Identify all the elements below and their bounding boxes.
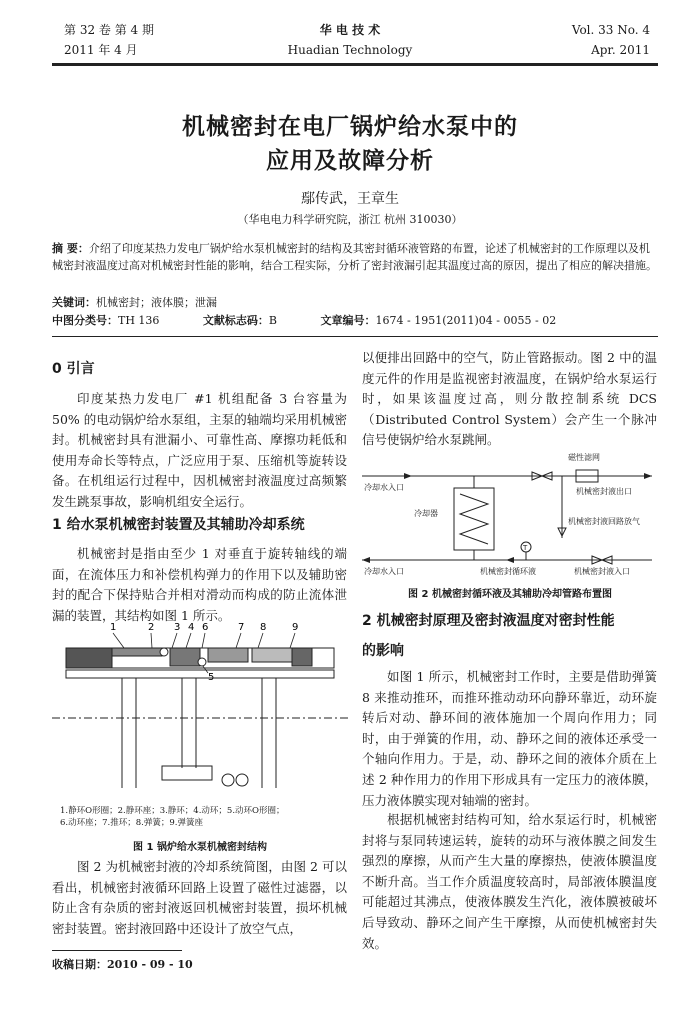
static-ring: [112, 648, 162, 656]
section-1-paragraph: 机械密封是指由至少 1 对垂直于旋转轴线的端面，在流体压力和补偿机构弹力的作用下以及辅助密封的配合下保持贴合并相对滑动而构成的防止流体泄漏的装置，其结构如图 1 所示。: [52, 546, 347, 623]
fig2-filter-label: 磁性滤网: [568, 453, 600, 462]
classification-line: [52, 312, 658, 329]
section-1-paragraph-2: 图 2 为机械密封液的冷却系统简图，由图 2 可以看出，机械密封液循环回路上设置了磁性过滤器，以防止含有杂质的密封液返回机械密封装置，损坏机械密封装置。密封液回路中还设计了放空气点，: [52, 859, 347, 936]
figure-1-caption: 图 1 锅炉给水泵机械密封结构: [133, 842, 267, 853]
fig1-label-5: 5: [208, 672, 215, 683]
figure-2-cooling-diagram: [362, 448, 658, 578]
fig1-label-8: 8: [260, 622, 267, 633]
o-ring-5: [198, 658, 206, 666]
section-2-heading-line2: 的影响: [362, 643, 404, 659]
fig2-seal-out-label: 机械密封液出口: [576, 487, 632, 496]
affiliation: （华电电力科学研究院，浙江 杭州 310030）: [237, 213, 463, 226]
header-date-en: Apr. 2011: [591, 43, 650, 57]
doc-code-value: B: [268, 314, 278, 327]
section-2-paragraph-2: 根据机械密封结构可知，给水泵运行时，机械密封将与泵同转速运转，旋转的动环与液体膜之间发生强烈的摩擦，从而产生大量的摩擦热，使液体膜温度不断升高。当工作介质温度较高时，局部液体膜温度可能超过其沸点，使液体膜发生汽化，液体膜被破坏后导致动、静环之间产生干摩擦，从而使机械密封失效。: [362, 812, 657, 951]
fig2-cool-out-label: 冷却水入口: [364, 567, 404, 576]
figure-1-seal-structure: [52, 618, 348, 803]
fig2-cool-in-label: 冷却水入口: [364, 483, 404, 492]
authors: 鄢传武，王章生: [301, 191, 399, 207]
fig2-cooler-label: 冷却器: [414, 509, 438, 518]
header-journal-en: Huadian Technology: [287, 43, 413, 57]
section-1-heading: 1 给水泵机械密封装置及其辅助冷却系统: [52, 517, 305, 533]
fig1-label-4: 4: [188, 622, 195, 633]
abstract-rule: [52, 336, 658, 337]
fig2-seal-in-label: 机械密封液入口: [574, 567, 630, 576]
abstract: [52, 240, 658, 274]
fig2-temp-label: T: [523, 544, 528, 552]
keywords-text: 机械密封；液体膜；泄漏: [96, 296, 217, 309]
figure-1-legend-line1: 1.静环O形圈；2.静环座；3.静环；4.动环；5.动环O形圈；: [60, 806, 285, 816]
section-0-heading: 0 引言: [52, 361, 95, 377]
abstract-label: 摘 要：: [52, 242, 89, 255]
fig1-label-3: 3: [174, 622, 181, 633]
static-ring-seat: [66, 648, 112, 668]
spring: [252, 648, 292, 662]
figure-2-labels: [364, 452, 640, 576]
section-2-heading-line1: 2 机械密封原理及密封液温度对密封性能: [362, 613, 615, 629]
doc-code-label: 文献标志码：: [202, 314, 269, 327]
article-number-label: 文章编号：: [320, 314, 376, 327]
spring-seat: [292, 648, 312, 666]
right-continuation-paragraph: 以便排出回路中的空气，防止管路振动。图 2 中的温度元件的作用是监视密封液温度，在锅炉给水泵运行时，如果该温度过高，则分散控制系统 DCS（Distributed Control System）会产生一个脉冲信号使锅炉给水泵跳闸。: [362, 350, 657, 448]
paper-title-line1: 机械密封在电厂锅炉给水泵中的: [182, 114, 518, 140]
header-volume-en: Vol. 33 No. 4: [571, 23, 650, 37]
figure-1-drawing: [52, 648, 348, 788]
fig1-label-9: 9: [292, 622, 299, 633]
fig1-label-2: 2: [148, 622, 155, 633]
keywords-label: 关键词：: [52, 296, 96, 309]
footnote-rule: [52, 950, 182, 951]
o-ring-1: [160, 648, 168, 656]
received-date: 收稿日期：2010 - 09 - 10: [52, 958, 193, 971]
abstract-text: 介绍了印度某热力发电厂锅炉给水泵机械密封的结构及其密封循环液管路的布置，论述了机械密封的工作原理以及机械密封液温度过高对机械密封性能的影响，结合工程实际，分析了密封液漏引起其温度过高的原因，提出了相应的解决措施。: [52, 242, 657, 272]
article-number-value: 1674 - 1951(2011)04 - 0055 - 02: [375, 314, 557, 327]
clc-value: TH 136: [118, 314, 160, 327]
header-journal-cn: 华 电 技 术: [319, 23, 381, 37]
fig2-vent-label: 机械密封液回路放气: [568, 517, 640, 526]
push-ring: [208, 648, 248, 662]
fig1-label-1: 1: [110, 622, 117, 633]
figure-1-legend-line2: 6.动环座；7.推环；8.弹簧；9.弹簧座: [60, 818, 203, 828]
figure-2-caption: 图 2 机械密封循环液及其辅助冷却管路布置图: [408, 589, 612, 600]
keywords: [52, 294, 658, 311]
fig2-loop-label: 机械密封循环液: [480, 567, 536, 576]
header-date-cn: 2011 年 4 月: [64, 43, 138, 57]
paper-title-line2: 应用及故障分析: [266, 148, 434, 174]
clc-label: 中图分类号：: [52, 314, 118, 327]
header-volume-cn: 第 32 卷 第 4 期: [64, 23, 154, 37]
header-rule: [52, 63, 658, 66]
intro-paragraph: 印度某热力发电厂 #1 机组配备 3 台容量为 50% 的电动锅炉给水泵组，主泵的轴端均采用机械密封。机械密封具有泄漏小、可靠性高、摩擦功耗低和使用寿命长等特点，广泛应用于泵、压缩机等旋转设备。在机组运行过程中，因机械密封液温度过高频繁发生跳泵事故，影响机组安全运行。: [52, 391, 347, 509]
fig1-label-6: 6: [202, 622, 209, 633]
section-2-paragraph-1: 如图 1 所示，机械密封工作时，主要是借助弹簧 8 来推动推环，而推环推动动环向静环靠近，动环旋转后对动、静环间的液体施加一个周向作用力；同时，由于弹簧的作用，动、静环之间的液体还承受一个轴向作用力。于是，动、静环之间的液体介质在上述 2 种作用力的作用下形成具有一定压力的液体膜，压力液体膜实现对轴端的密封。: [362, 669, 657, 808]
rotating-ring: [170, 648, 200, 666]
fig1-label-7: 7: [238, 622, 245, 633]
